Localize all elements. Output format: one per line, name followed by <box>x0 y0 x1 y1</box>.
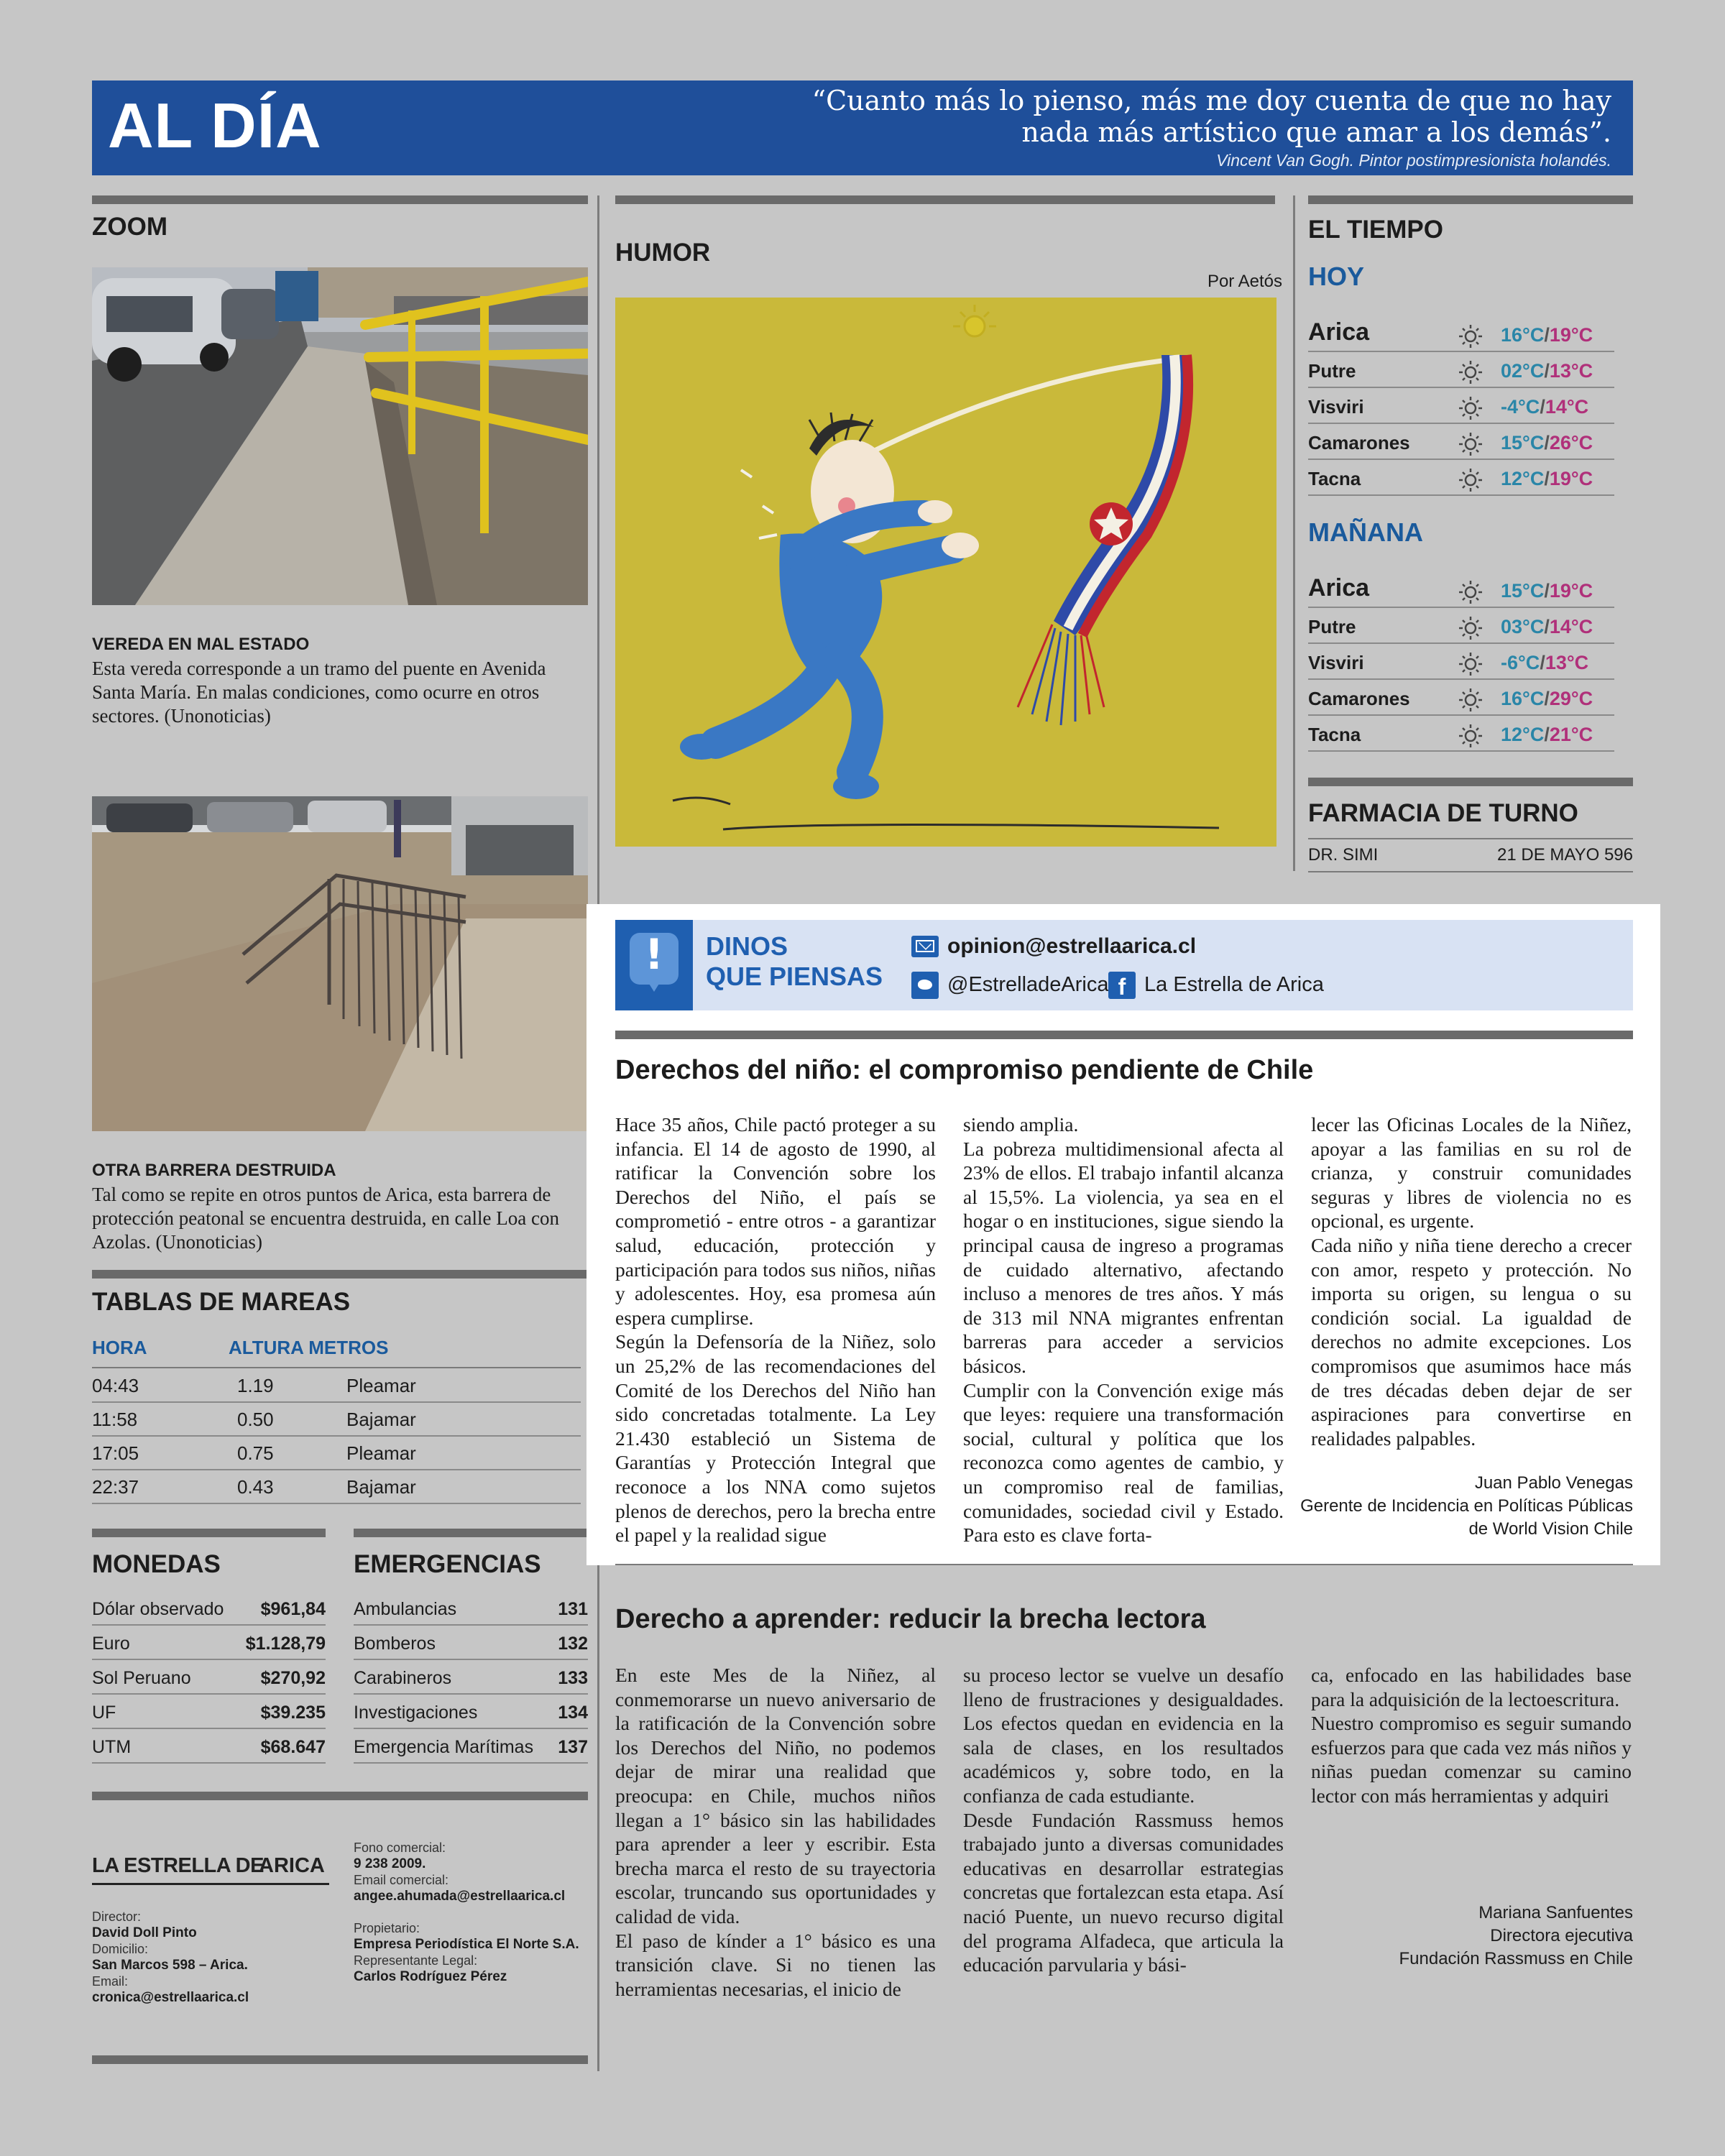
tide-height: 0.75 <box>237 1442 274 1464</box>
temperature-range <box>1501 432 1593 454</box>
temp-min: 12°C <box>1501 724 1545 745</box>
emergencies-label: Bomberos <box>354 1634 436 1654</box>
legal-rep: Carlos Rodríguez Pérez <box>354 1969 507 1984</box>
section-rule <box>92 1529 326 1537</box>
sun-icon <box>1456 612 1485 641</box>
currencies-value: $1.128,79 <box>245 1634 326 1654</box>
tides-col-hour: HORA <box>92 1337 147 1358</box>
weather-row <box>1308 642 1614 680</box>
contact-email[interactable]: opinion@estrellaarica.cl <box>947 934 1197 958</box>
photo-destroyed-barrier <box>92 796 588 1131</box>
emergencies-label: Investigaciones <box>354 1703 478 1723</box>
tide-height: 0.50 <box>237 1409 274 1430</box>
logo-text-b: ARICA <box>259 1854 325 1877</box>
section-rule <box>354 1529 588 1537</box>
currencies-row <box>92 1659 326 1695</box>
weather-row <box>1308 607 1614 644</box>
article1-signature: Juan Pablo Venegas Gerente de Incidencia en Políticas Públicas de World Vision Chile <box>1300 1473 1633 1539</box>
masthead-left <box>92 1909 329 2006</box>
weather-row <box>1308 565 1614 608</box>
temp-max: 13°C <box>1545 652 1589 673</box>
emergencies-title: EMERGENCIAS <box>354 1550 541 1578</box>
emergencies-value: 133 <box>558 1668 588 1688</box>
article1-col2: siendo amplia. La pobreza multidimensional afecta al 23% de ellos. El trabajo infantil alcanza al 15,5%. La violencia, ya sea en el hogar o en instituciones, sigue siendo la principal causa de ingreso a programas de cuidado alternativo, afectando incluso a menores de tres años. Y más de 313 mil NNA migrantes enfrentan barreras para acceder a servicios básicos. Cumplir con la Convención exige más que leyes: requiere una transformación social, cultural y política que los reconozca como agentes de cambio, y un compromiso real de familias, comunidades, sociedad civil y Estado. Para esto es clave forta- <box>963 1113 1284 1547</box>
owner-label: Propietario: <box>354 1921 420 1935</box>
weather-row <box>1308 309 1614 352</box>
city-name: Putre <box>1308 360 1356 382</box>
weather-row <box>1308 387 1614 424</box>
article1-col3: lecer las Oficinas Locales de la Niñez, apoyar a las familias en su rol de crianza, y construir comunidades seguras y libres de violencia no es opcional, es urgente. Cada niño y niña tiene derecho a crecer con amor, respeto y protección. No importa su origen, su lengua o su condición social. La igualdad de derechos no admite excepciones. Los compromisos que asumimos hace más de tres décadas deben dejar de ser aspiraciones para convertirse en realidades palpables. <box>1311 1113 1632 1450</box>
pharmacy-address: 21 DE MAYO 596 <box>1497 845 1633 865</box>
temp-separator: / <box>1544 688 1550 709</box>
comm-email: angee.ahumada@estrellaarica.cl <box>354 1889 566 1904</box>
tide-hour: 22:37 <box>92 1476 139 1498</box>
section-rule <box>1308 195 1633 204</box>
article2-col1: En este Mes de la Niñez, al conmemorarse un nuevo aniversario de la ratificación de la Convención sobre los Derechos del Niño, no podemos dejar de mirar una realidad que preocupa: en Chile, muchos niños llegan a 1° básico sin las habilidades para aprender a leer y escribir. Esta brecha marca el resto de su trayectoria escolar, truncando sus oportunidades y calidad de vida. El paso de kínder a 1° básico es una transición clave. Si no tienen las herramientas necesarias, el inicio de <box>615 1664 936 2000</box>
article2-col3: ca, enfocado en las habilidades base para la adquisición de la lectoescritura. Nuestro compromiso es seguir sumando esfuerzos para que cada vez más niños y niñas puedan comenzar su camino lector con más herramientas y adquiri <box>1311 1664 1632 1807</box>
temperature-range <box>1501 724 1593 746</box>
city-name: Arica <box>1308 318 1370 346</box>
zoom-title: ZOOM <box>92 213 167 241</box>
contact-box <box>615 920 1633 1010</box>
logo-text-a: LA ESTRELLA DE <box>92 1854 264 1877</box>
currencies-row <box>92 1624 326 1660</box>
emergencies-value: 134 <box>558 1703 588 1723</box>
temp-separator: / <box>1544 432 1550 453</box>
temperature-range <box>1501 396 1588 418</box>
emergencies-row <box>354 1590 588 1626</box>
domicile: San Marcos 598 – Arica. <box>92 1958 248 1973</box>
speech-icon: ! <box>615 920 693 1010</box>
sun-icon <box>1456 392 1485 421</box>
city-name: Arica <box>1308 574 1370 602</box>
temp-min: 16°C <box>1501 324 1545 346</box>
table-rule <box>1308 871 1633 872</box>
currencies-row <box>92 1728 326 1764</box>
city-name: Visviri <box>1308 652 1364 673</box>
weather-row <box>1308 459 1614 496</box>
currencies-value: $270,92 <box>260 1668 326 1688</box>
temp-max: 13°C <box>1549 360 1593 382</box>
pharmacy-name: DR. SIMI <box>1308 845 1379 865</box>
temp-separator: / <box>1544 468 1550 489</box>
section-rule <box>92 1792 588 1800</box>
temperature-range <box>1501 652 1588 674</box>
temperature-range <box>1501 580 1593 602</box>
photo2-caption-title: OTRA BARRERA DESTRUIDA <box>92 1161 336 1180</box>
section-rule <box>615 195 1275 204</box>
currencies-row <box>92 1590 326 1626</box>
phone-label: Fono comercial: <box>354 1841 446 1855</box>
emergencies-row <box>354 1693 588 1729</box>
temp-max: 29°C <box>1549 688 1593 709</box>
section-rule <box>615 1031 1633 1039</box>
email: cronica@estrellaarica.cl <box>92 1990 249 2005</box>
phone: 9 238 2009. <box>354 1856 426 1871</box>
city-name: Camarones <box>1308 432 1410 453</box>
weather-tomorrow-label: MAÑANA <box>1308 517 1423 547</box>
weather-row <box>1308 678 1614 716</box>
section-rule <box>92 2055 588 2064</box>
temp-max: 19°C <box>1549 468 1593 489</box>
email-label: Email: <box>92 1974 129 1989</box>
legal-label: Representante Legal: <box>354 1953 478 1968</box>
temperature-range <box>1501 468 1593 490</box>
tide-height: 0.43 <box>237 1476 274 1498</box>
temp-min: 15°C <box>1501 580 1545 602</box>
city-name: Tacna <box>1308 468 1361 489</box>
emergencies-label: Carabineros <box>354 1668 452 1688</box>
section-rule <box>92 195 588 204</box>
emergencies-label: Ambulancias <box>354 1599 457 1619</box>
article-divider <box>615 1564 1633 1565</box>
pharmacy-title: FARMACIA DE TURNO <box>1308 799 1578 827</box>
emergencies-value: 132 <box>558 1634 588 1654</box>
photo1-caption-title: VEREDA EN MAL ESTADO <box>92 635 310 654</box>
tide-type: Pleamar <box>346 1442 416 1464</box>
newspaper-logo <box>92 1853 329 1885</box>
temp-max: 19°C <box>1549 580 1593 602</box>
currencies-value: $961,84 <box>260 1599 326 1619</box>
twitter-icon <box>911 972 939 999</box>
sun-icon <box>1456 464 1485 493</box>
photo2-caption: Tal como se repite en otros puntos de Arica, esta barrera de protección peatonal se encuentra destruida, en calle Loa con Azolas. (Unonoticias) <box>92 1184 559 1253</box>
article2-signature: Mariana Sanfuentes Directora ejecutiva Fundación Rassmuss en Chile <box>1399 1903 1633 1968</box>
section-title: AL DÍA <box>108 90 322 161</box>
sun-icon <box>1456 356 1485 385</box>
article2-col2: su proceso lector se vuelve un desafío lleno de frustraciones y desigualdades. Los efectos quedan en evidencia en la sala de clases, en los resultados académicos y, sobre todo, en la confianza de cada estudiante. Desde Fundación Rassmuss hemos trabajado junto a diversas comunidades educativas en desarrollar estrategias concretas que fortalezcan esta etapa. Así nació Puente, un nuevo recurso digital del programa Alfadeca, que articula la educación parvularia y bási- <box>963 1664 1284 1976</box>
facebook-page[interactable]: La Estrella de Arica <box>1144 973 1324 996</box>
photo1-caption: Esta vereda corresponde a un tramo del puente en Avenida Santa María. En malas condiciones, como ocurre en otros sectores. (Unonoticias) <box>92 658 546 727</box>
emergencies-value: 131 <box>558 1599 588 1619</box>
tides-title: TABLAS DE MAREAS <box>92 1288 351 1316</box>
article1-title: Derechos del niño: el compromiso pendiente de Chile <box>615 1055 1314 1085</box>
currencies-value: $39.235 <box>260 1703 326 1723</box>
temperature-range <box>1501 616 1593 638</box>
photo-damaged-sidewalk <box>92 267 588 605</box>
cartoon-credit: Por Aetós <box>1207 272 1282 291</box>
tide-row <box>92 1368 581 1403</box>
weather-row <box>1308 423 1614 460</box>
humor-cartoon <box>615 298 1276 847</box>
column-divider <box>1293 195 1295 871</box>
header-quote: “Cuanto más lo pienso, más me doy cuenta de que no hay nada más artístico que amar a los demás”. <box>811 85 1611 148</box>
director-name: David Doll Pinto <box>92 1925 197 1940</box>
temperature-range <box>1501 324 1593 346</box>
currencies-row <box>92 1693 326 1729</box>
temp-max: 14°C <box>1549 616 1593 637</box>
humor-title: HUMOR <box>615 239 711 267</box>
temp-max: 19°C <box>1549 324 1593 346</box>
currencies-value: $68.647 <box>260 1737 326 1757</box>
section-rule <box>92 1270 588 1279</box>
currencies-label: UTM <box>92 1737 132 1757</box>
facebook-icon: f <box>1108 972 1136 999</box>
director-label: Director: <box>92 1909 142 1924</box>
city-name: Putre <box>1308 616 1356 637</box>
temp-min: 15°C <box>1501 432 1545 453</box>
currencies-label: Sol Peruano <box>92 1668 191 1688</box>
emergencies-row <box>354 1728 588 1764</box>
temp-min: 16°C <box>1501 688 1545 709</box>
tide-height: 1.19 <box>237 1375 274 1396</box>
tide-row <box>92 1402 581 1437</box>
temp-separator: / <box>1540 652 1545 673</box>
currencies-title: MONEDAS <box>92 1550 221 1578</box>
tides-col-height: ALTURA METROS <box>229 1337 389 1358</box>
emergencies-row <box>354 1624 588 1660</box>
domicile-label: Domicilio: <box>92 1942 149 1956</box>
section-rule <box>1308 778 1633 786</box>
quote-author: Vincent Van Gogh. Pintor postimpresionista holandés. <box>1216 151 1611 170</box>
temperature-range <box>1501 360 1593 382</box>
sun-icon <box>1456 428 1485 457</box>
table-rule <box>1308 838 1633 839</box>
temp-max: 26°C <box>1549 432 1593 453</box>
weather-row <box>1308 351 1614 388</box>
emergencies-value: 137 <box>558 1737 588 1757</box>
temp-separator: / <box>1544 360 1550 382</box>
comm-email-label: Email comercial: <box>354 1873 449 1887</box>
article2-title: Derecho a aprender: reducir la brecha lectora <box>615 1604 1206 1634</box>
weather-title: EL TIEMPO <box>1308 216 1443 244</box>
city-name: Camarones <box>1308 688 1410 709</box>
temp-separator: / <box>1544 324 1550 346</box>
temp-max: 21°C <box>1549 724 1593 745</box>
owner: Empresa Periodística El Norte S.A. <box>354 1937 579 1952</box>
city-name: Visviri <box>1308 396 1364 418</box>
temp-min: 12°C <box>1501 468 1545 489</box>
tide-type: Bajamar <box>346 1476 416 1498</box>
temp-min: -4°C <box>1501 396 1540 418</box>
masthead-right <box>354 1840 591 1985</box>
header-banner <box>92 80 1633 175</box>
tide-hour: 04:43 <box>92 1375 139 1396</box>
currencies-label: Euro <box>92 1634 130 1654</box>
sun-icon <box>1456 684 1485 713</box>
currencies-label: Dólar observado <box>92 1599 224 1619</box>
tide-type: Bajamar <box>346 1409 416 1430</box>
tide-hour: 17:05 <box>92 1442 139 1464</box>
temp-separator: / <box>1544 616 1550 637</box>
twitter-handle[interactable]: @EstrelladeArica <box>947 973 1109 996</box>
weather-today-label: HOY <box>1308 262 1365 291</box>
mail-icon <box>911 936 939 957</box>
city-name: Tacna <box>1308 724 1361 745</box>
dinos-title: DINOS QUE PIENSAS <box>706 931 883 991</box>
tide-hour: 11:58 <box>92 1409 138 1430</box>
weather-row <box>1308 714 1614 752</box>
temp-max: 14°C <box>1545 396 1589 418</box>
tide-row <box>92 1436 581 1470</box>
article1-col1: Hace 35 años, Chile pactó proteger a su infancia. El 14 de agosto de 1990, al ratificar la Convención sobre los Derechos del Niño, el país se comprometió - entre otros - a garantizar salud, educación, protección y participación para todos sus niños, niñas y adolescentes. Hoy, esa promesa aún espera cumplirse. Según la Defensoría de la Niñez, solo un 25,2% de las recomendaciones del Comité de los Derechos del Niño han sido concretadas totalmente. La Ley 21.430 estableció un Sistema de Garantías y Protección Integral que reconoce a los NNA como sujetos plenos de derechos, pero la brecha entre el papel y la realidad sigue <box>615 1113 936 1547</box>
temp-min: 03°C <box>1501 616 1545 637</box>
sun-icon <box>1456 576 1485 605</box>
temp-min: -6°C <box>1501 652 1540 673</box>
temp-separator: / <box>1544 580 1550 602</box>
sun-icon <box>1456 648 1485 677</box>
emergencies-row <box>354 1659 588 1695</box>
temp-separator: / <box>1544 724 1550 745</box>
temp-separator: / <box>1540 396 1545 418</box>
sun-icon <box>1456 321 1485 349</box>
tide-row <box>92 1470 581 1504</box>
tide-type: Pleamar <box>346 1375 416 1396</box>
currencies-label: UF <box>92 1703 116 1723</box>
temperature-range <box>1501 688 1593 710</box>
emergencies-label: Emergencia Marítimas <box>354 1737 534 1757</box>
temp-min: 02°C <box>1501 360 1545 382</box>
sun-icon <box>1456 720 1485 749</box>
